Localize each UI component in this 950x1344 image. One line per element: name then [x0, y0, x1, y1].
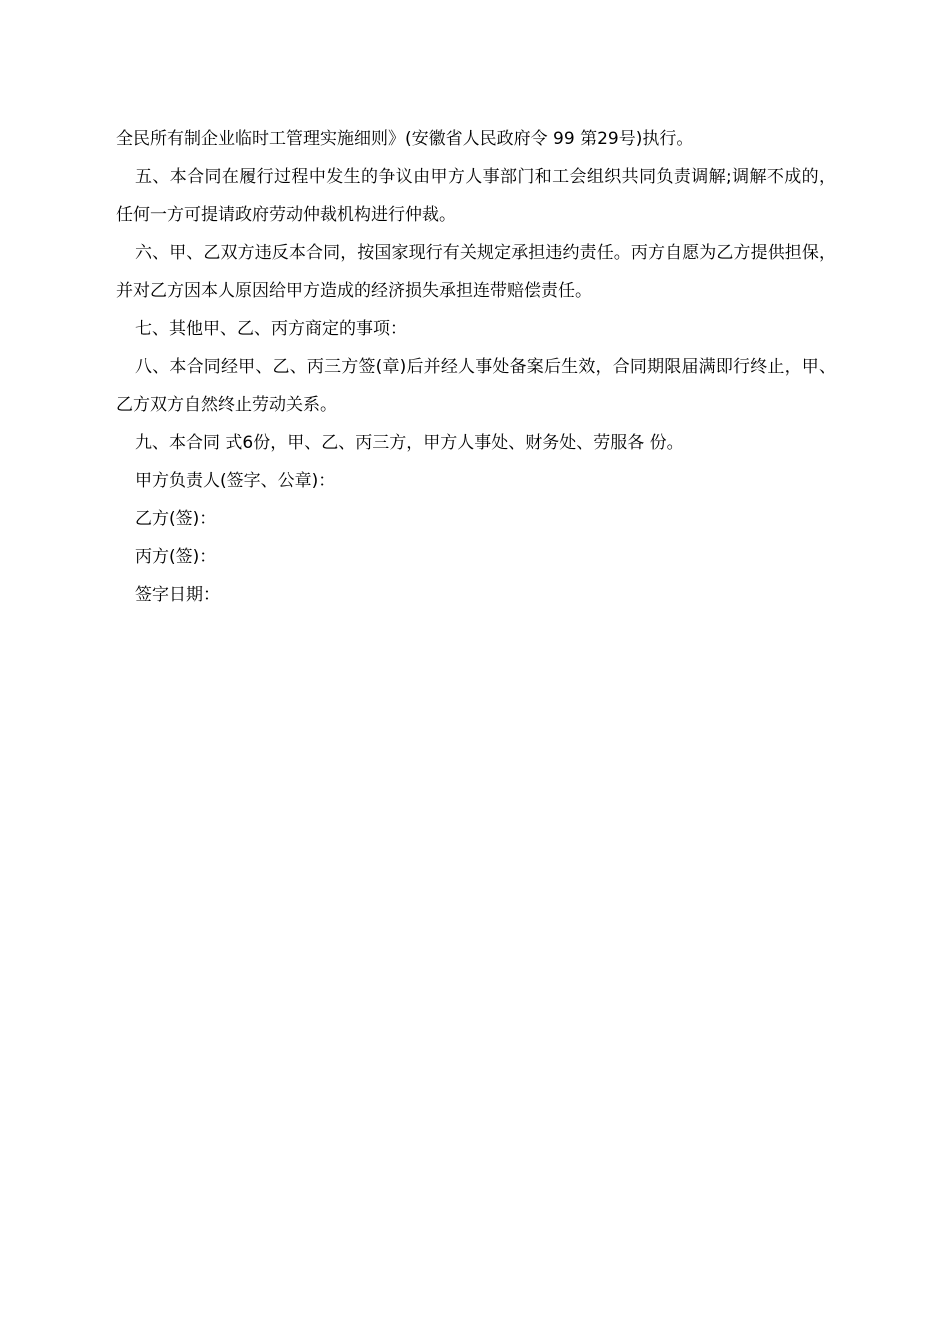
signature-party-b: 乙方(签)：: [135, 509, 217, 529]
signature-party-a: 甲方负责人(签字、公章)：: [135, 471, 336, 491]
paragraph-continuation: 全民所有制企业临时工管理实施细则》(安徽省人民政府令 99 第29号)执行。: [116, 129, 694, 149]
clause-9-copies: 九、本合同 式6份，甲、乙、丙三方，甲方人事处、财务处、劳服各 份。: [135, 433, 684, 453]
document-body: [116, 120, 836, 614]
clause-5-dispute-resolution: 五、本合同在履行过程中发生的争议由甲方人事部门和工会组织共同负责调解;调解不成的，任何一方可提请政府劳动仲裁机构进行仲裁。: [116, 167, 836, 225]
signature-party-c: 丙方(签)：: [135, 547, 217, 567]
signature-date: 签字日期：: [135, 585, 220, 605]
clause-6-liability: 六、甲、乙双方违反本合同，按国家现行有关规定承担违约责任。丙方自愿为乙方提供担保，并对乙方因本人原因给甲方造成的经济损失承担连带赔偿责任。: [116, 243, 836, 301]
clause-7-other-matters: 七、其他甲、乙、丙方商定的事项：: [135, 319, 407, 339]
clause-8-effectiveness: 八、本合同经甲、乙、丙三方签(章)后并经人事处备案后生效，合同期限届满即行终止，甲、乙方双方自然终止劳动关系。: [116, 357, 836, 415]
